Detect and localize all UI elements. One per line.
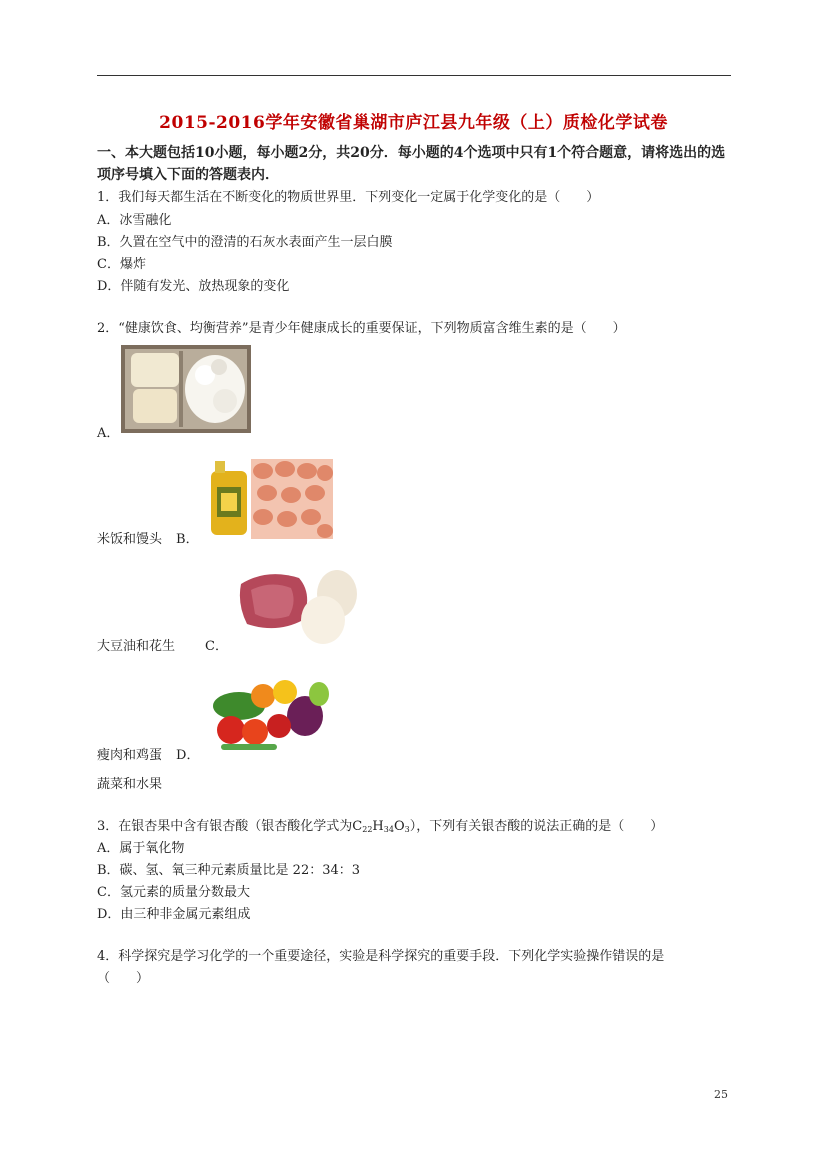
question-4-stem-line-1: 4．科学探究是学习化学的一个重要途径，实验是科学探究的重要手段．下列化学实验操作错误的是 [97, 949, 665, 964]
question-1-stem: 1．我们每天都生活在不断变化的物质世界里．下列变化一定属于化学变化的是（ ） [97, 190, 600, 205]
question-4-stem-line-2: （ ） [97, 971, 150, 986]
question-2-option-b-text [97, 635, 228, 654]
formula-h-subscript: 34 [383, 825, 394, 834]
q3-stem-post: ），下列有关银杏酸的说法正确的是（ ） [409, 819, 664, 834]
page-number: 25 [714, 1088, 728, 1101]
question-1-option-c: C．爆炸 [97, 257, 146, 272]
question-2-option-c-letter: C． [205, 639, 228, 654]
question-3-option-d: D．由三种非金属元素组成 [97, 907, 251, 922]
question-1-option-a: A．冰雪融化 [97, 213, 172, 228]
option-c-caption: 瘦肉和鸡蛋 [97, 748, 163, 763]
vegetables-and-fruits-image [209, 672, 331, 754]
formula-o: O [393, 819, 405, 834]
question-2-option-a-text [97, 528, 199, 547]
q3-stem-pre: 3．在银杏果中含有银杏酸（银杏酸化学式为 [97, 819, 353, 834]
option-b-caption: 大豆油和花生 [97, 639, 176, 654]
question-3-stem [97, 815, 663, 834]
question-1-option-d: D．伴随有发光、放热现象的变化 [97, 279, 290, 294]
formula-h: H [372, 819, 384, 834]
header-rule [97, 75, 731, 76]
question-3-option-a: A．属于氧化物 [97, 841, 185, 856]
question-2-option-d-text: 蔬菜和水果 [97, 777, 163, 792]
section-heading: 一、本大题包括10小题，每小题2分，共20分．每小题的4个选项中只有1个符合题意，请将选出的选项序号填入下面的答题表内． [97, 145, 726, 183]
question-3-option-c: C．氢元素的质量分数最大 [97, 885, 250, 900]
question-2-option-a-letter: A． [97, 426, 120, 441]
question-2-option-b-letter: B． [176, 532, 199, 547]
formula-c: C [352, 819, 363, 834]
question-2-option-d-letter: D． [176, 748, 200, 763]
formula-c-subscript: 22 [362, 825, 373, 834]
rice-and-buns-image [121, 345, 251, 433]
oil-and-peanuts-image [207, 457, 333, 539]
question-1-option-b: B．久置在空气中的澄清的石灰水表面产生一层白膜 [97, 235, 393, 250]
question-2-option-c-text [97, 744, 199, 763]
option-a-caption: 米饭和馒头 [97, 532, 163, 547]
meat-and-eggs-image [237, 564, 359, 648]
page-title: 2015-2016学年安徽省巢湖市庐江县九年级（上）质检化学试卷 [159, 113, 668, 133]
question-3-option-b: B．碳、氢、氧三种元素质量比是 22：34：3 [97, 863, 361, 878]
question-2-stem: 2．“健康饮食、均衡营养”是青少年健康成长的重要保证，下列物质富含维生素的是（ ） [97, 321, 626, 336]
formula-o-subscript: 3 [404, 825, 410, 834]
